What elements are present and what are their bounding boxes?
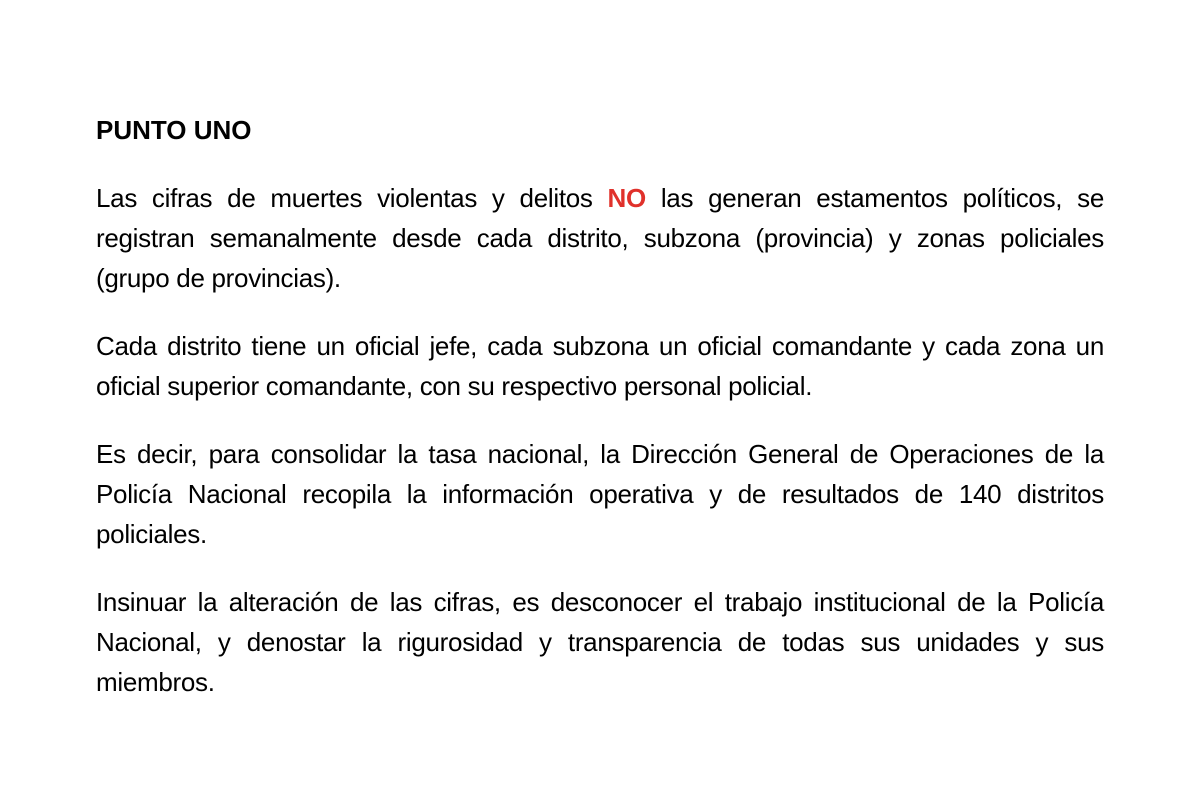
paragraph-4: Insinuar la alteración de las cifras, es desconocer el trabajo institucional de la Policía Nacional, y denostar la rigurosidad y transparencia de todas sus unidades y sus miembros. xyxy=(96,587,1104,697)
emphasis-no: NO xyxy=(607,183,646,213)
paragraph-2: Cada distrito tiene un oficial jefe, cada subzona un oficial comandante y cada zona un oficial superior comandante, con su respectivo personal policial. xyxy=(96,331,1104,401)
paragraph-1-after: las generan estamentos políticos, se registran semanalmente desde cada distrito, subzona (provincia) y zonas policiales (grupo de provincias). xyxy=(96,183,1104,293)
paragraph-1-before: Las cifras de muertes violentas y delitos xyxy=(96,183,608,213)
paragraph-3: Es decir, para consolidar la tasa nacional, la Dirección General de Operaciones de la Policía Nacional recopila la información operativa y de resultados de 140 distritos policiales. xyxy=(96,439,1104,549)
heading: PUNTO UNO xyxy=(96,115,252,145)
document-body xyxy=(96,108,1104,702)
paragraph-1 xyxy=(96,178,1104,298)
